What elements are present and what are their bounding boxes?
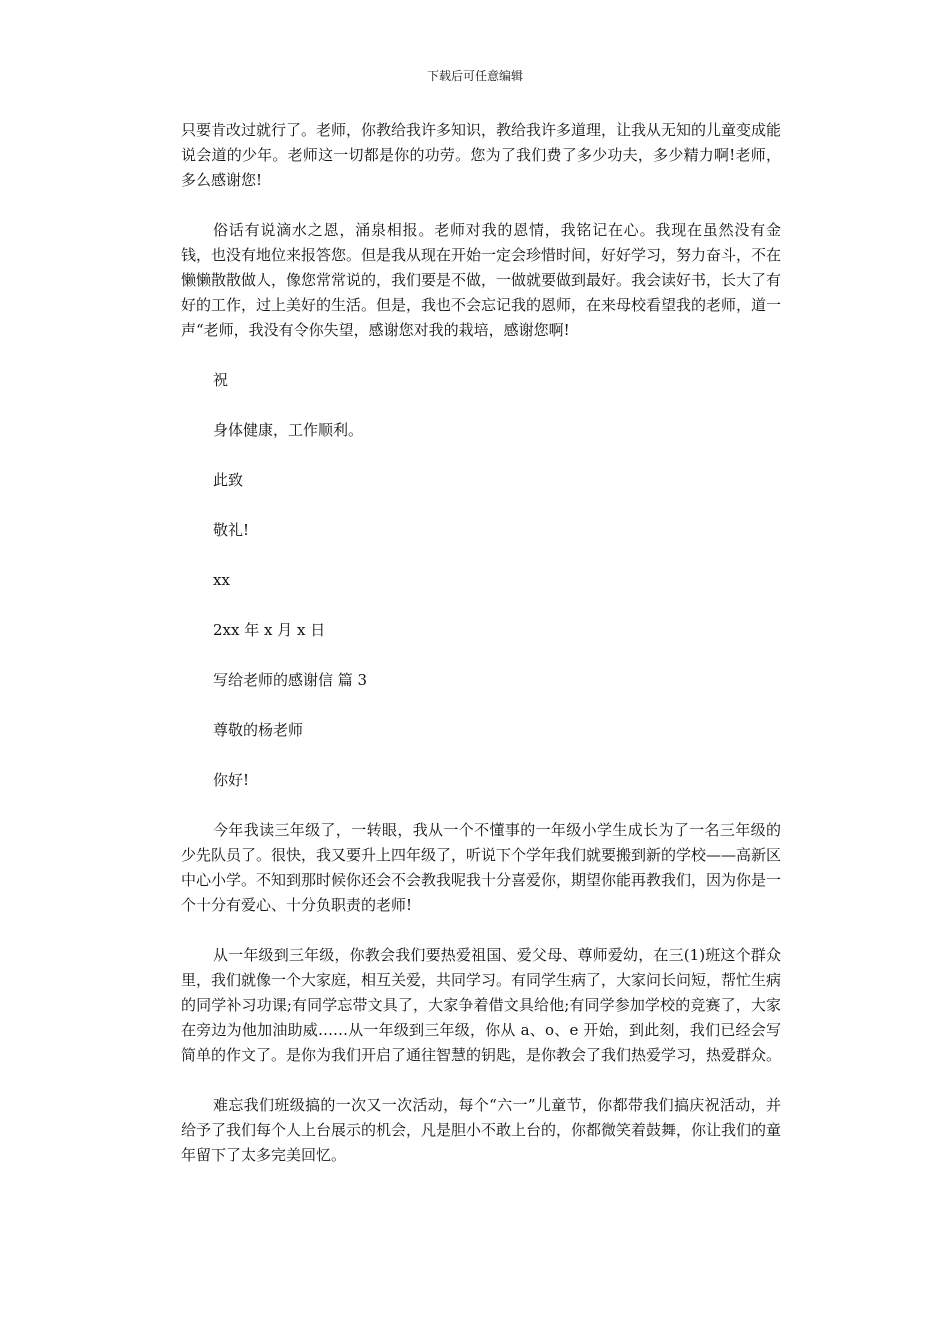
document-body — [181, 118, 781, 1168]
paragraph-3: 今年我读三年级了，一转眼，我从一个不懂事的一年级小学生成长为了一名三年级的少先队员了。很快，我又要升上四年级了，听说下个学年我们就要搬到新的学校——高新区中心小学。不知到那时候你还会不会教我呢我十分喜爱你，期望你能再教我们，因为你是一个十分有爱心、十分负职责的老师! — [181, 821, 782, 914]
paragraph-1: 只要肯改过就行了。老师，你教给我许多知识，教给我许多道理，让我从无知的儿童变成能说会道的少年。老师这一切都是你的功劳。您为了我们费了多少功夫，多少精力啊!老师，多么感谢您! — [181, 121, 782, 189]
wish-body-line: 身体健康，工作顺利。 — [213, 421, 364, 439]
signature-line: xx — [213, 571, 230, 589]
paragraph-4: 从一年级到三年级，你教会我们要热爱祖国、爱父母、尊师爱幼，在三(1)班这个群众里，我们就像一个大家庭，相互关爱，共同学习。有同学生病了，大家问长问短，帮忙生病的同学补习功课;有同学忘带文具了，大家争着借文具给他;有同学参加学校的竞赛了，大家在旁边为他加油助威……从一年级到三年级，你从 a、o、e 开始，到此刻，我们已经会写简单的作文了。是你为我们开启了通往智慧的钥匙，是你教会了我们热爱学习，热爱群众。 — [181, 946, 782, 1064]
wish-line: 祝 — [213, 371, 229, 389]
closing-line: 此致 — [213, 471, 244, 489]
paragraph-2: 俗话有说滴水之恩，涌泉相报。老师对我的恩情，我铭记在心。我现在虽然没有金钱，也没有地位来报答您。但是我从现在开始一定会珍惜时间，好好学习，努力奋斗，不在懒懒散散做人，像您常常说的，我们要是不做，一做就要做到最好。我会读好书，长大了有好的工作，过上美好的生活。但是，我也不会忘记我的恩师，在来母校看望我的老师，道一声“老师，我没有令你失望，感谢您对我的栽培，感谢您啊! — [181, 221, 782, 339]
addressee-line: 尊敬的杨老师 — [213, 721, 304, 739]
page-header: 下载后可任意编辑 — [426, 69, 523, 83]
greeting-line: 你好! — [213, 771, 250, 789]
paragraph-5: 难忘我们班级搞的一次又一次活动，每个“六一”儿童节，你都带我们搞庆祝活动，并给予了我们每个人上台展示的机会，凡是胆小不敢上台的，你都微笑着鼓舞，你让我们的童年留下了太多完美回忆。 — [181, 1096, 782, 1164]
date-line: 2xx 年 x 月 x 日 — [213, 621, 326, 639]
section-title: 写给老师的感谢信 篇 3 — [213, 671, 368, 689]
salute-line: 敬礼! — [213, 521, 250, 539]
